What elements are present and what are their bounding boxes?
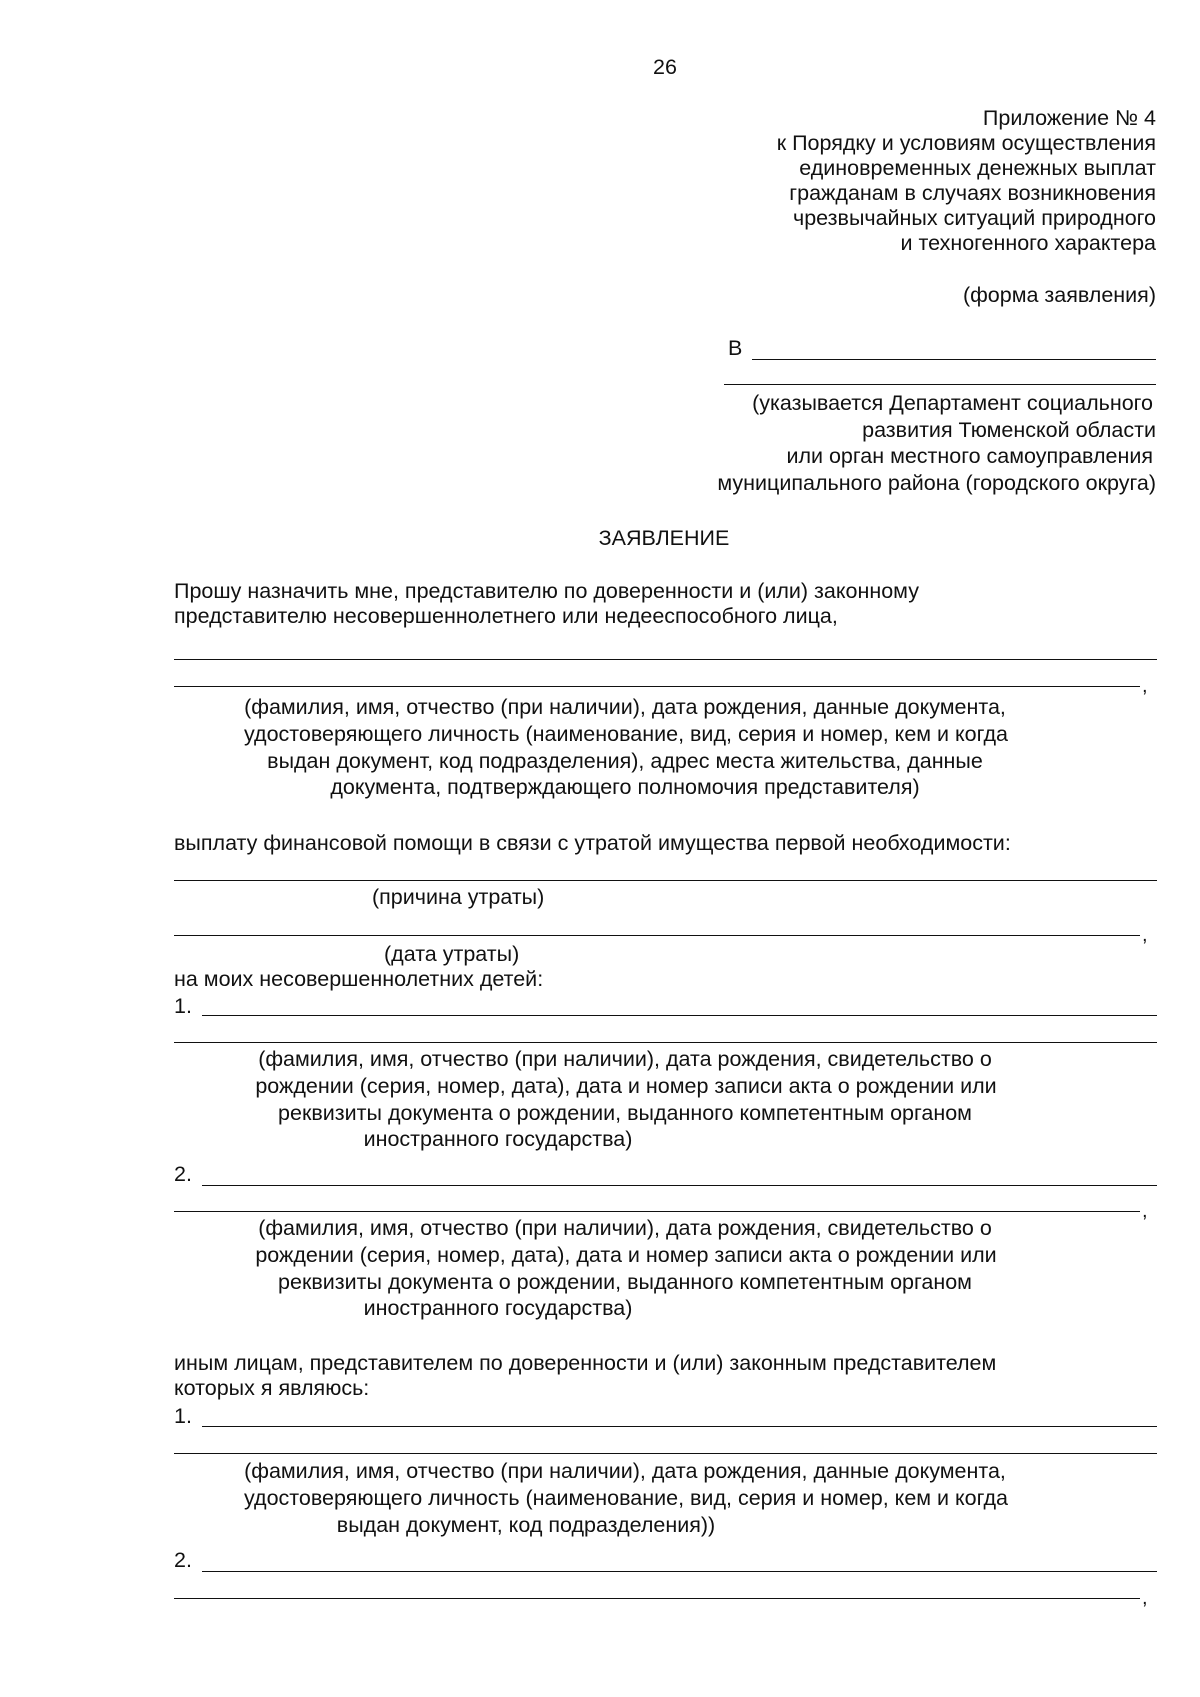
- loss-date-hint: (дата утраты): [384, 942, 520, 966]
- loss-reason-field-line[interactable]: [174, 880, 1157, 881]
- appendix-line-3: единовременных денежных выплат: [799, 156, 1156, 180]
- others-intro-1: иным лицам, представителем по доверенности и (или) законным представителем: [174, 1351, 997, 1375]
- form-note: (форма заявления): [962, 283, 1156, 307]
- request-line-1: Прошу назначить мне, представителю по доверенности и (или) законному: [174, 579, 919, 603]
- child-2-field-line-2[interactable]: [174, 1211, 1140, 1212]
- comma: ,: [1142, 675, 1148, 697]
- other-2-number: 2.: [174, 1548, 192, 1572]
- child-1-hint-1: (фамилия, имя, отчество (при наличии), дата рождения, свидетельство о: [258, 1047, 992, 1071]
- child-2-hint-4: иностранного государства): [363, 1296, 633, 1320]
- others-intro-2: которых я являюсь:: [174, 1376, 370, 1400]
- child-2-hint-1: (фамилия, имя, отчество (при наличии), дата рождения, свидетельство о: [258, 1216, 992, 1240]
- loss-date-field-line[interactable]: [174, 935, 1140, 936]
- applicant-hint-4: документа, подтверждающего полномочия представителя): [330, 775, 920, 799]
- appendix-line-5: чрезвычайных ситуаций природного: [793, 206, 1156, 230]
- page-number: 26: [653, 55, 677, 79]
- child-1-field-line-2[interactable]: [174, 1042, 1157, 1043]
- comma: ,: [1142, 1587, 1148, 1609]
- addressee-hint-2: развития Тюменской области: [862, 418, 1156, 442]
- other-1-field-line-2[interactable]: [174, 1453, 1157, 1454]
- applicant-field-line-2[interactable]: [174, 686, 1140, 687]
- addressee-hint-1: (указывается Департамент социального: [752, 391, 1153, 415]
- applicant-hint-1: (фамилия, имя, отчество (при наличии), дата рождения, данные документа,: [244, 695, 1006, 719]
- other-1-hint-2: удостоверяющего личность (наименование, вид, серия и номер, кем и когда: [243, 1486, 1009, 1510]
- child-1-hint-4: иностранного государства): [363, 1127, 633, 1151]
- child-2-hint-3: реквизиты документа о рождении, выданного компетентным органом: [278, 1270, 972, 1294]
- other-1-hint-3: выдан документ, код подразделения)): [336, 1513, 716, 1537]
- appendix-line-2: к Порядку и условиям осуществления: [776, 131, 1156, 155]
- addressee-prefix: В: [728, 336, 743, 360]
- addressee-field-line-1[interactable]: [752, 359, 1156, 360]
- other-2-field-line-2[interactable]: [174, 1598, 1140, 1599]
- loss-reason-hint: (причина утраты): [372, 885, 545, 909]
- addressee-hint-4: муниципального района (городского округа): [717, 471, 1156, 495]
- children-intro: на моих несовершеннолетних детей:: [174, 967, 544, 991]
- child-1-hint-2: рождении (серия, номер, дата), дата и номер записи акта о рождении или: [255, 1074, 997, 1098]
- appendix-line-4: гражданам в случаях возникновения: [789, 181, 1156, 205]
- child-1-field-line-1[interactable]: [202, 1015, 1157, 1016]
- applicant-hint-3: выдан документ, код подразделения), адрес места жительства, данные: [267, 749, 983, 773]
- applicant-field-line-1[interactable]: [174, 659, 1157, 660]
- other-1-hint-1: (фамилия, имя, отчество (при наличии), дата рождения, данные документа,: [244, 1459, 1006, 1483]
- other-1-number: 1.: [174, 1404, 192, 1428]
- addressee-hint-3: или орган местного самоуправления: [786, 444, 1153, 468]
- appendix-line-1: Приложение № 4: [982, 106, 1156, 130]
- addressee-field-line-2[interactable]: [724, 384, 1156, 385]
- comma: ,: [1142, 1200, 1148, 1222]
- child-2-hint-2: рождении (серия, номер, дата), дата и номер записи акта о рождении или: [255, 1243, 997, 1267]
- applicant-hint-2: удостоверяющего личность (наименование, вид, серия и номер, кем и когда: [243, 722, 1009, 746]
- child-2-field-line-1[interactable]: [202, 1185, 1157, 1186]
- payment-text: выплату финансовой помощи в связи с утратой имущества первой необходимости:: [174, 831, 1011, 855]
- other-1-field-line-1[interactable]: [202, 1426, 1157, 1427]
- child-1-hint-3: реквизиты документа о рождении, выданного компетентным органом: [278, 1101, 972, 1125]
- other-2-field-line-1[interactable]: [202, 1571, 1157, 1572]
- comma: ,: [1142, 924, 1148, 946]
- appendix-line-6: и техногенного характера: [900, 231, 1156, 255]
- document-title: ЗАЯВЛЕНИЕ: [598, 526, 730, 550]
- request-line-2: представителю несовершеннолетнего или недееспособного лица,: [174, 604, 838, 628]
- child-1-number: 1.: [174, 994, 192, 1018]
- child-2-number: 2.: [174, 1162, 192, 1186]
